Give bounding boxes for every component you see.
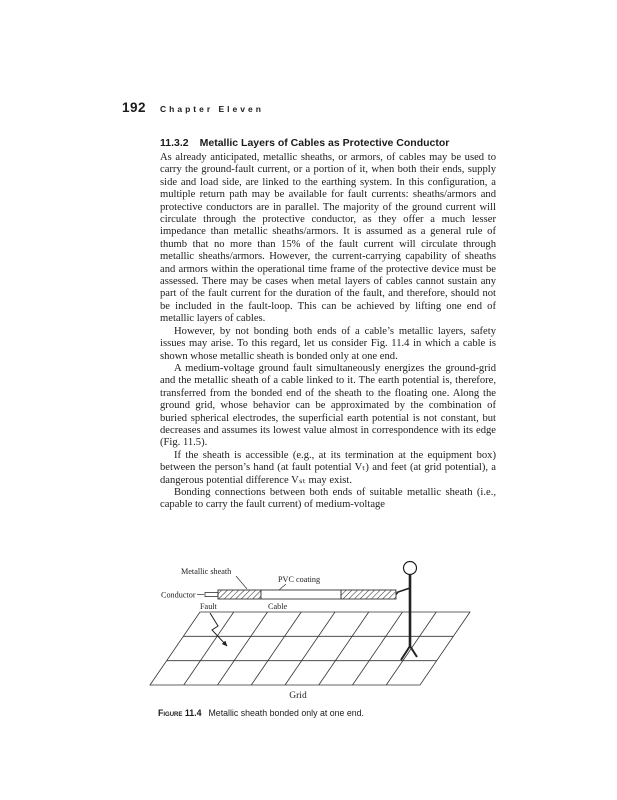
running-head	[122, 100, 264, 115]
label-pvc-coating: PVC coating	[278, 575, 321, 584]
figure-drawing	[148, 556, 488, 706]
conductor-core	[205, 593, 218, 597]
section-title: Metallic Layers of Cables as Protective Conductor	[199, 137, 450, 149]
section-number: 11.3.2	[160, 137, 189, 149]
metallic-sheath-right	[341, 590, 396, 599]
metallic-sheath-leader	[236, 576, 247, 589]
pvc-coating-leader	[279, 584, 286, 590]
paragraph: As already anticipated, metallic sheaths, or armors, of cables may be used to carry the ground-fault current, or a portion of it, when both their ends, supply side and load side, are linked to the earthing system. In this configuration, a multiple return path may be available for fault currents: sheaths/armors and protective conductors are in parallel. The majority of the ground current will circulate through the protective conductor, as they offer a much lesser impedance than metallic sheaths/armors. It is assumed as a general rule of thumb that no more than 15% of the fault current will circulate through metallic sheaths/armors. However, the current-carrying capability of sheaths and armors within the operational time frame of the protective device must be assessed. There may be cases when metal layers of cables cannot sustain any part of the fault current for the duration of the fault, and therefore, should not be included in the fault-loop. This can be achieved by lifting one end of metallic layers of cables.	[160, 152, 496, 325]
body-text	[160, 152, 496, 512]
fault-arrow	[210, 613, 227, 646]
figure-caption-text: Metallic sheath bonded only at one end.	[208, 708, 364, 718]
paragraph: Bonding connections between both ends of suitable metallic sheath (i.e., capable to carry the fault current) of medium-voltage	[160, 486, 496, 511]
label-conductor: Conductor	[161, 590, 196, 600]
ground-grid	[150, 612, 470, 685]
paragraph: A medium-voltage ground fault simultaneously energizes the ground-grid and the metallic sheath of a cable linked to it. The earth potential is, therefore, transferred from the bonded end of the sheath to the floating one. Along the ground grid, whose behavior can be approximated by the combination of buried spherical electrodes, the superficial earth potential is not constant, but decreases and assumes its lowest value almost in correspondence with its edge (Fig. 11.5).	[160, 362, 496, 449]
chapter-title: Chapter Eleven	[160, 104, 264, 114]
figure-11-4	[148, 556, 488, 706]
label-grid: Grid	[289, 691, 307, 701]
person-arm	[396, 588, 410, 595]
figure-caption	[158, 708, 508, 718]
paragraph: However, by not bonding both ends of a cable’s metallic layers, safety issues may arise. To this regard, let us consider Fig. 11.4 in which a cable is shown whose metallic sheath is bonded only at one end.	[160, 325, 496, 362]
person-head	[404, 562, 417, 575]
page-number: 192	[122, 100, 147, 115]
label-cable: Cable	[268, 602, 288, 611]
figure-caption-label: Figure 11.4	[158, 708, 202, 718]
cable-assembly	[205, 590, 396, 599]
person-leg-right	[410, 646, 417, 657]
paragraph: If the sheath is accessible (e.g., at its termination at the equipment box) between the person’s hand (at fault potential Vₜ) and feet (at grid potential), a dangerous potential difference Vₛₜ may exist.	[160, 449, 496, 486]
label-metallic-sheath: Metallic sheath	[181, 567, 232, 576]
pvc-coating-section	[261, 590, 341, 599]
label-fault: Fault	[200, 602, 217, 611]
section-heading	[160, 137, 505, 149]
metallic-sheath-left	[218, 590, 261, 599]
